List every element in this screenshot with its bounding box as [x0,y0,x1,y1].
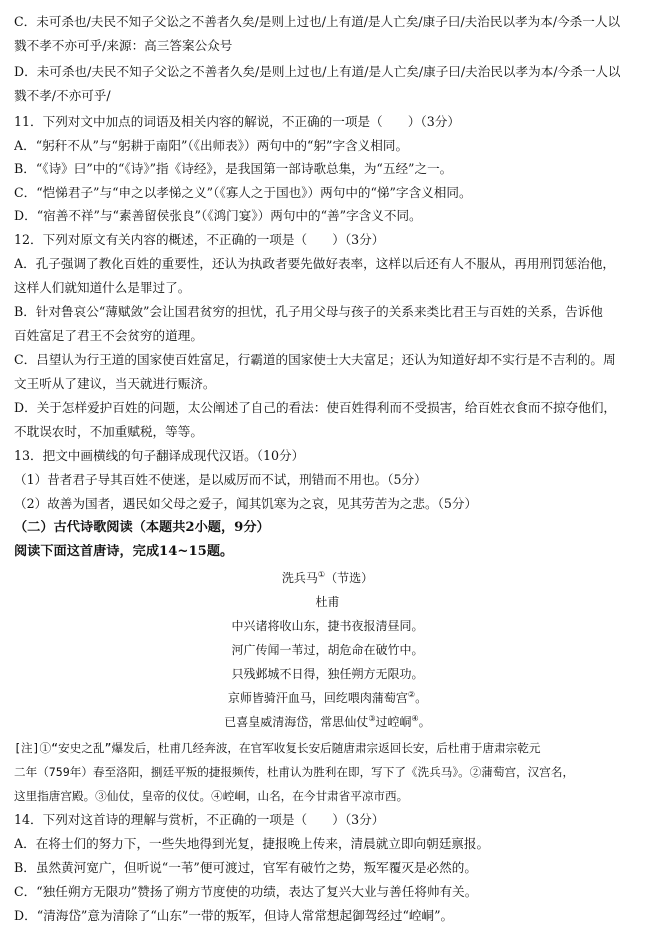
poem-title-suffix: （节选） [325,571,374,585]
poem-author: 杜甫 [315,595,340,609]
poem-line-5-text-b: 过崆峒 [375,715,412,729]
footnote-mark-4: ④ [411,714,419,723]
notes-line-2: 二年（759年）春至洛阳，捌廷平叛的捷报频传，杜甫认为胜利在即，写下了《洗兵马》。②蒲萄宫，汉宫名， [14,765,575,779]
footnote-mark-2: ② [407,690,416,699]
q12-option-d-line2: 不耽误农时，不加重赋税，等等。 [14,424,203,439]
q12-option-c-line1: C．吕望认为行王道的国家使百姓富足，行霸道的国家使士大夫富足；还认为知道好却不实行是不吉利的。周 [14,352,616,367]
poem-title [0,570,655,586]
footnote-mark-3: ③ [368,714,376,723]
q10-option-c-line2: 戮不孝不亦可乎/来源：高三答案公众号 [14,38,233,53]
q12-stem: 12．下列对原文有关内容的概述，不正确的一项是（ ）（3分） [14,232,385,247]
section-heading: （二）古代诗歌阅读（本题共2小题，9分） [14,520,270,535]
q11-option-a: A．“躬秆不从”与“躬耕于南阳”（《出师表》）两句中的“躬”字含义相同。 [14,138,409,153]
q12-option-b-line2: 百姓富足了君王不会贫穷的道理。 [14,328,203,343]
q14-option-a: A．在将士们的努力下，一些失地得到光复，捷报晚上传来，清晨就立即向朝廷禀报。 [14,836,490,851]
poem-line-3: 只残邺城不日得，独任朔方无限功。 [231,667,424,681]
poem-line-4-text: 京师皆骑汗血马，回纥喂肉蒲萄宫 [227,691,408,705]
q10-option-d-line2: 戮不孝/不亦可乎/ [14,88,111,103]
poem-line-1: 中兴诸将收山东，捷书夜报清昼同。 [231,619,424,633]
q14-stem: 14．下列对这首诗的理解与赏析，不正确的一项是（ ）（3分） [14,812,385,827]
q13-sentence-1: （1）昔者君子导其百姓不使迷，是以威厉而不试，刑错而不用也。（5分） [14,472,427,487]
q14-option-b: B．虽然黄河宽广，但听说“一苇”便可渡过，官军有破竹之势，叛军覆灭是必然的。 [14,860,477,875]
q11-option-d: D．“宿善不祥”与“素善留侯张良”（《鸿门宴》）两句中的“善”字含义不同。 [14,208,422,223]
poem-line-4-end: 。 [415,691,428,705]
poem-line-5-end: 。 [418,715,431,729]
q12-option-d-line1: D．关于怎样爱护百姓的问题，太公阐述了自己的看法：使百姓得利而不受损害，给百姓衣食而不掠夺他们， [14,400,617,415]
q11-option-c: C．“恺悌君子”与“申之以孝悌之义”（《寡人之于国也》）两句中的“悌”字含义相同。 [14,185,472,200]
poem-line-5-text: 已喜皇威清海岱，常思仙仗 [224,715,369,729]
poem-line-2: 河广传闻一苇过，胡危命在破竹中。 [231,643,424,657]
q10-option-d-line1: D．未可杀也/夫民不知子父讼之不善者久矣/是则上过也/上有道/是人亡矣/康子曰/夫治民以孝为本/今杀一人以 [14,64,621,79]
q10-option-c-line1: C．未可杀也/夫民不知子父讼之不善者久矣/是则上过也/上有道/是人亡矣/康子曰/夫治民以孝为本/今杀一人以 [14,14,621,29]
notes-line-3: 这里指唐宫殿。③仙仗，皇帝的仪仗。④崆峒，山名，在今甘肃省平凉市西。 [14,789,409,803]
notes-line-1: [注]①“安史之乱”爆发后，杜甫几经奔波，在官军收复长安后随唐肃宗返回长安，后杜甫于唐肃宗乾元 [14,741,541,755]
q12-option-c-line2: 文王听从了建议，当天就进行赈济。 [14,376,216,391]
poem-line-5 [0,714,655,730]
poem-line-4 [0,690,655,706]
q14-option-c: C．“独任朔方无限功”赞扬了朔方节度使的功绩，表达了复兴大业与善任将帅有关。 [14,884,478,899]
q12-option-a-line1: A．孔子强调了教化百姓的重要性，还认为执政者要先做好表率，这样以后还有人不服从，再用刑罚惩治他， [14,256,616,271]
q12-option-a-line2: 这样人们就知道什么是罪过了。 [14,280,191,295]
section-instruction: 阅读下面这首唐诗，完成14~15题。 [14,544,234,559]
q11-option-b: B．“《诗》曰”中的“《诗》”指《诗经》，是我国第一部诗歌总集，为“五经”之一。 [14,161,453,176]
q13-sentence-2: （2）故善为国者，遇民如父母之爱子，闻其饥寒为之哀，见其劳苦为之悲。（5分） [14,496,478,511]
poem-title-text: 洗兵马 [281,571,318,585]
q14-option-d: D．“清海岱”意为清除了“山东”一带的叛军，但诗人常常想起御驾经过“崆峒”。 [14,908,454,923]
q11-stem: 11．下列对文中加点的词语及相关内容的解说，不正确的一项是（ ）（3分） [14,114,460,129]
q12-option-b-line1: B．针对鲁哀公“薄赋敛”会让国君贫穷的担忧，孔子用父母与孩子的关系来类比君王与百姓的关系，告诉他 [14,304,603,319]
q13-stem: 13．把文中画横线的句子翻译成现代汉语。（10分） [14,448,305,463]
footnote-mark-1: ① [317,570,326,579]
